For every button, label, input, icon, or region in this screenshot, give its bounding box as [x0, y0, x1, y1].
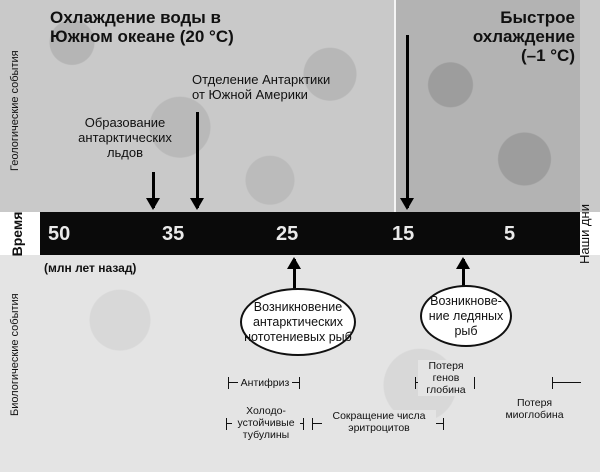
range-antifreeze-label: Антифриз — [238, 377, 292, 389]
biological-label: Биологические события — [9, 293, 21, 416]
tick-50: 50 — [48, 223, 71, 245]
range-myoglobin-loss — [552, 377, 581, 389]
range-myoglobin-loss-label: Потеря миоглобина — [505, 397, 564, 421]
icefish-origin-ellipse — [420, 285, 512, 347]
range-erythrocyte-reduction-label: Сокращение числа эритроцитов — [322, 410, 436, 434]
range-globin-loss-label: Потеря генов глобина — [418, 360, 474, 396]
heading-southern-ocean-cooling: Охлаждение воды в Южном океане (20 °C) — [50, 8, 234, 46]
heading-rapid-cooling: Быстрое охлаждение (–1 °C) — [472, 8, 575, 65]
time-unit: (млн лет назад) — [44, 261, 137, 275]
tick-25: 25 — [276, 223, 299, 245]
icefish-origin-label: Возникнове-ние ледяных рыб — [428, 293, 504, 338]
tick-5: 5 — [504, 223, 516, 245]
geological-label: Геологические события — [9, 50, 21, 171]
arrow-notothenioid-origin — [293, 259, 296, 289]
notothenioid-origin-label: Возникновение антарктических нототениевых рыб — [244, 299, 352, 344]
event-antarctic-ice: Образование антарктических льдов — [78, 115, 172, 160]
present-label: Наши дни — [577, 204, 592, 264]
timeline-bar — [40, 212, 580, 255]
zone-divider — [394, 0, 396, 212]
notothenioid-origin-ellipse — [240, 288, 356, 356]
arrow-rapid-cooling — [406, 35, 409, 208]
arrow-antarctic-ice — [152, 172, 155, 208]
arrow-antarctica-separation — [196, 112, 199, 208]
time-label: Время — [9, 211, 25, 257]
tick-15: 15 — [392, 223, 415, 245]
tick-35: 35 — [162, 223, 185, 245]
range-tubulins-label: Холодо-устойчивые тубулины — [232, 405, 300, 441]
event-antarctica-separation: Отделение Антарктики от Южной Америки — [192, 72, 331, 102]
